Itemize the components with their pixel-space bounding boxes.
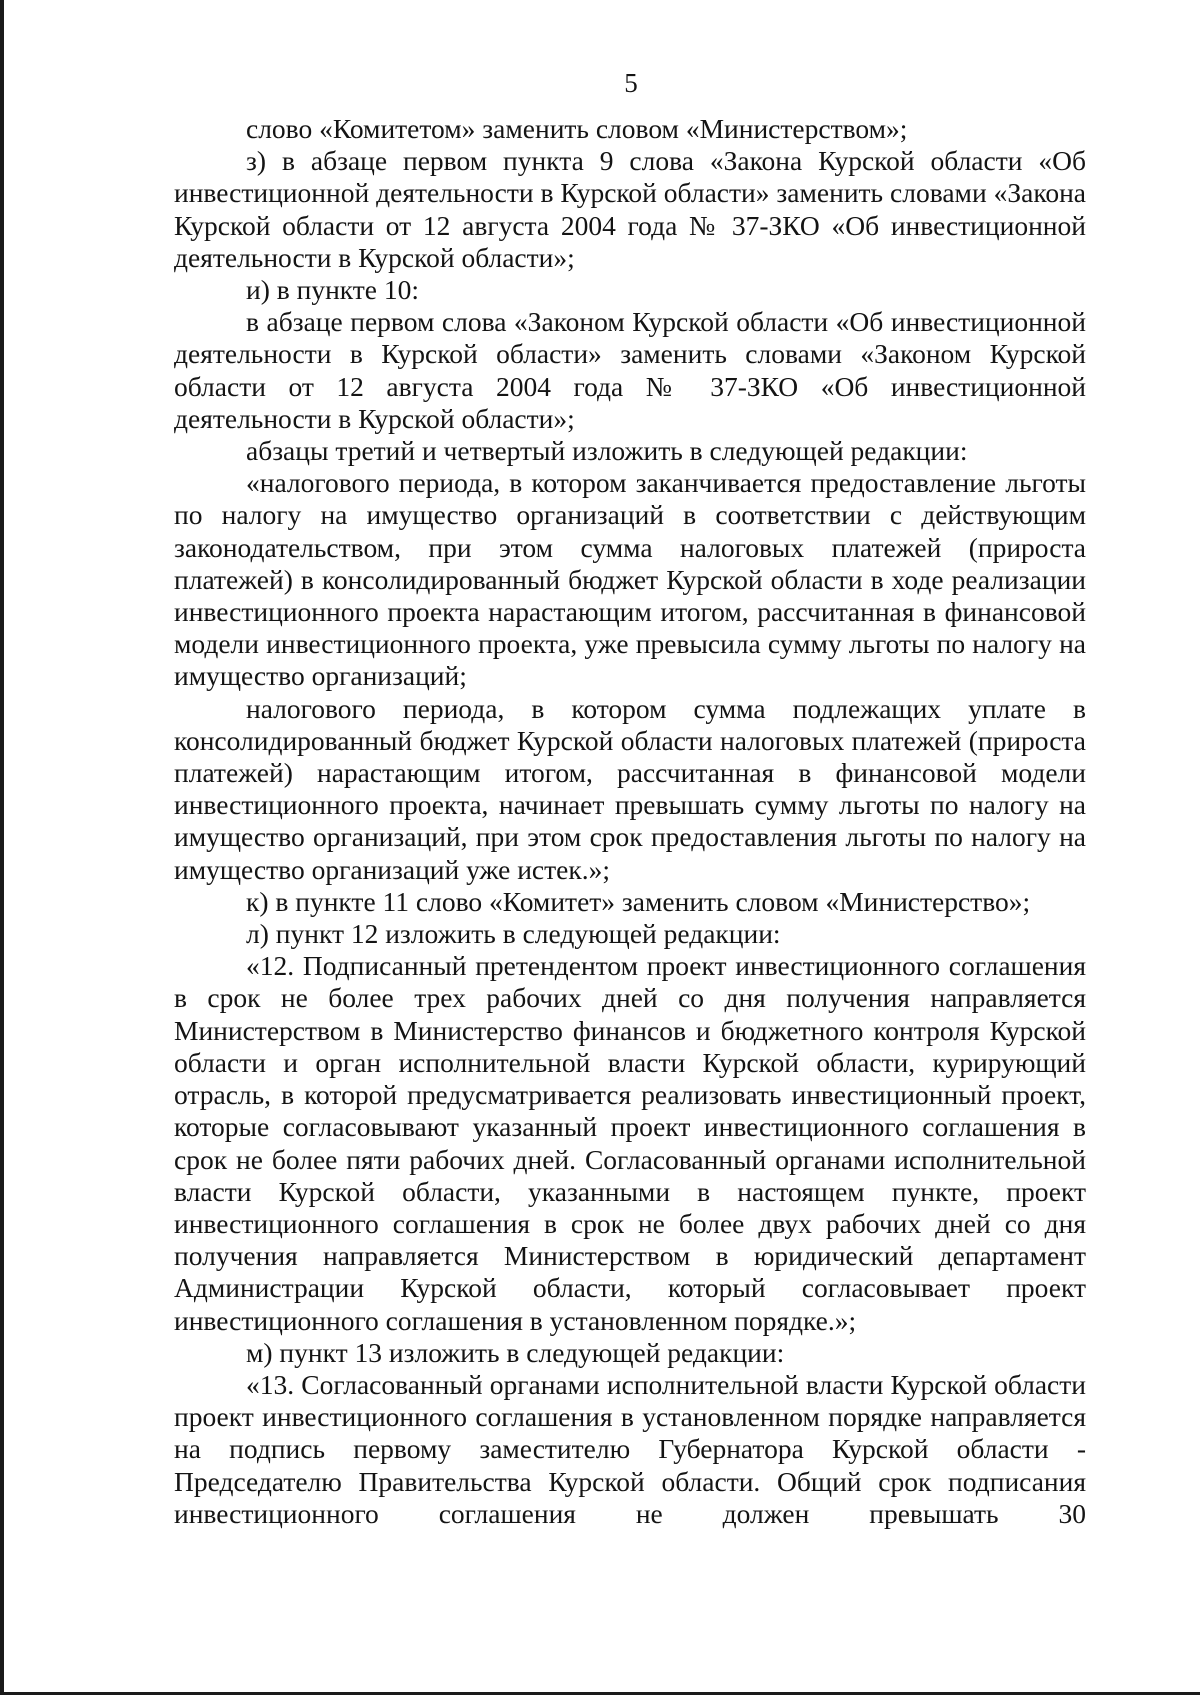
- paragraph: слово «Комитетом» заменить словом «Министерством»;: [246, 113, 908, 144]
- document-body: [174, 113, 1086, 1530]
- paragraph: «налогового периода, в котором заканчивается предоставление льготы по налогу на имущество организаций в соответствии с действующим законодательством, при этом сумма налоговых платежей (прироста платежей) в консолидированный бюджет Курской области в ходе реализации инвестиционного проекта нарастающим итогом, рассчитанная в финансовой модели инвестиционного проекта, уже превысила сумму льготы по налогу на имущество организаций;: [174, 467, 1086, 692]
- paragraph: к) в пункте 11 слово «Комитет» заменить словом «Министерство»;: [246, 885, 1031, 917]
- paragraph: м) пункт 13 изложить в следующей редакции:: [246, 1336, 785, 1368]
- paragraph: л) пункт 12 изложить в следующей редакции:: [246, 918, 781, 950]
- paragraph: налогового периода, в котором сумма подлежащих уплате в консолидированный бюджет Курской области налоговых платежей (прироста платежей) нарастающим итогом, рассчитанная в финансовой модели инвестиционного проекта, начинает превышать сумму льготы по налогу на имущество организаций, при этом срок предоставления льготы по налогу на имущество организаций уже истек.»;: [174, 692, 1086, 885]
- scan-edge-left: [0, 0, 4, 1695]
- paragraph: «12. Подписанный претендентом проект инвестиционного соглашения в срок не более трех рабочих дней со дня получения направляется Министерством в Министерство финансов и бюджетного контроля Курской области и орган исполнительной власти Курской области, курирующий отрасль, в которой предусматривается реализовать инвестиционный проект, которые согласовывают указанный проект инвестиционного соглашения в срок не более пяти рабочих дней. Согласованный органами исполнительной власти Курской области, указанными в настоящем пункте, проект инвестиционного соглашения в срок не более двух рабочих дней со дня получения направляется Министерством в юридический департамент Администрации Курской области, который согласовывает проект инвестиционного соглашения в установленном порядке.»;: [174, 950, 1086, 1336]
- paragraph: в абзаце первом слова «Законом Курской области «Об инвестиционной деятельности в Курской области» заменить словами «Законом Курской области от 12 августа 2004 года № 37-ЗКО «Об инвестиционной деятельности в Курской области»;: [174, 306, 1086, 434]
- paragraph: абзацы третий и четвертый изложить в следующей редакции:: [246, 435, 968, 467]
- page-number: 5: [624, 68, 638, 98]
- paragraph: и) в пункте 10:: [246, 274, 420, 306]
- paragraph: «13. Согласованный органами исполнительной власти Курской области проект инвестиционного соглашения в установленном порядке направляется на подпись первому заместителю Губернатора Курской области - Председателю Правительства Курской области. Общий срок подписания инвестиционного соглашения не должен превышать 30: [174, 1368, 1086, 1529]
- paragraph: з) в абзаце первом пункта 9 слова «Закона Курской области «Об инвестиционной деятельности в Курской области» заменить словами «Закона Курской области от 12 августа 2004 года № 37-ЗКО «Об инвестиционной деятельности в Курской области»;: [174, 145, 1086, 273]
